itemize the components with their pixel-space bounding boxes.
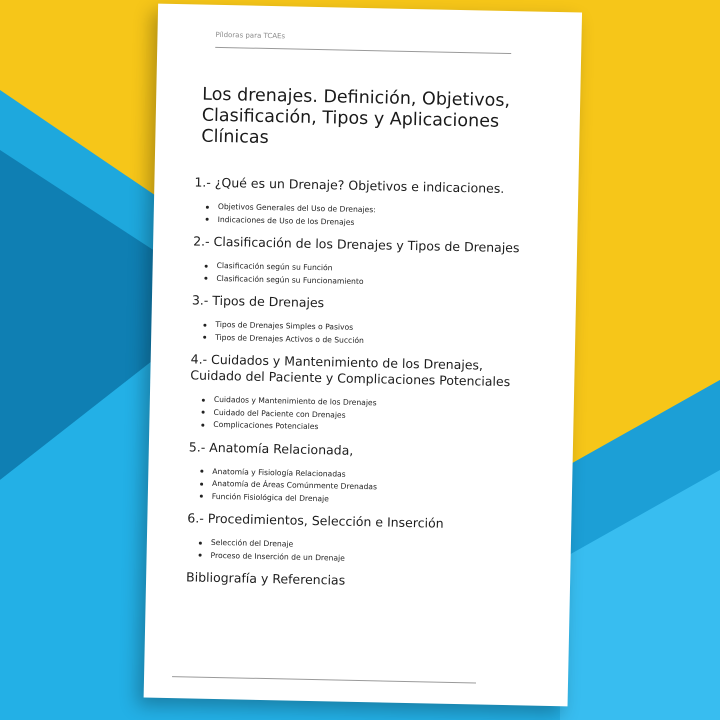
list-item: Clasificación según su Funcionamiento bbox=[204, 272, 532, 291]
footer-divider bbox=[172, 676, 476, 683]
document-page bbox=[144, 4, 582, 707]
list-item: Tipos de Drenajes Activos o de Succión bbox=[203, 331, 531, 350]
list-item: Anatomía y Fisiología Relacionadas bbox=[200, 465, 528, 484]
section-items bbox=[194, 200, 534, 232]
header-divider bbox=[215, 47, 511, 54]
list-item: Indicaciones de Uso de los Drenajes bbox=[206, 213, 534, 232]
section-heading: 5.- Anatomía Relacionada, bbox=[188, 438, 354, 458]
section-5 bbox=[188, 439, 529, 510]
table-of-contents bbox=[186, 174, 535, 592]
section-items bbox=[186, 536, 526, 568]
list-item: Función Fisiológica del Drenaje bbox=[200, 490, 528, 509]
list-item: Complicaciones Potenciales bbox=[201, 419, 529, 438]
list-item: Objetivos Generales del Uso de Drenajes: bbox=[206, 201, 534, 220]
list-item: Cuidado del Paciente con Drenajes bbox=[201, 406, 529, 425]
list-item: Clasificación según su Función bbox=[205, 260, 533, 279]
section-heading: 3.- Tipos de Drenajes bbox=[191, 292, 325, 311]
list-item: Anatomía de Áreas Comúnmente Drenadas bbox=[200, 478, 528, 497]
document-title: Los drenajes. Definición, Objetivos, Clasificación, Tipos y Aplicaciones Clínicas bbox=[201, 84, 511, 148]
list-item: Proceso de Inserción de un Drenaje bbox=[198, 549, 526, 568]
page-header: Píldoras para TCAEs bbox=[215, 30, 286, 41]
section-1 bbox=[194, 174, 535, 232]
list-item: Tipos de Drenajes Simples o Pasivos bbox=[203, 319, 531, 338]
section-heading: 4.- Cuidados y Mantenimiento de los Drenajes, Cuidado del Paciente y Complicaciones Potenciales bbox=[190, 351, 511, 390]
section-items bbox=[188, 465, 529, 510]
section-4 bbox=[189, 351, 531, 438]
list-item: Cuidados y Mantenimiento de los Drenajes bbox=[202, 394, 530, 413]
section-3 bbox=[191, 292, 532, 350]
bibliography-heading: Bibliografía y Referencias bbox=[185, 569, 346, 588]
section-items bbox=[192, 259, 532, 291]
list-item: Selección del Drenaje bbox=[199, 537, 527, 556]
section-heading: 2.- Clasificación de los Drenajes y Tipos de Drenajes bbox=[193, 233, 520, 256]
section-heading: 1.- ¿Qué es un Drenaje? Objetivos e indicaciones. bbox=[194, 174, 505, 196]
section-heading: 6.- Procedimientos, Selección e Inserción bbox=[187, 510, 444, 531]
section-items bbox=[189, 393, 530, 438]
section-2 bbox=[192, 233, 533, 291]
section-6 bbox=[186, 510, 527, 568]
section-items bbox=[191, 318, 531, 350]
